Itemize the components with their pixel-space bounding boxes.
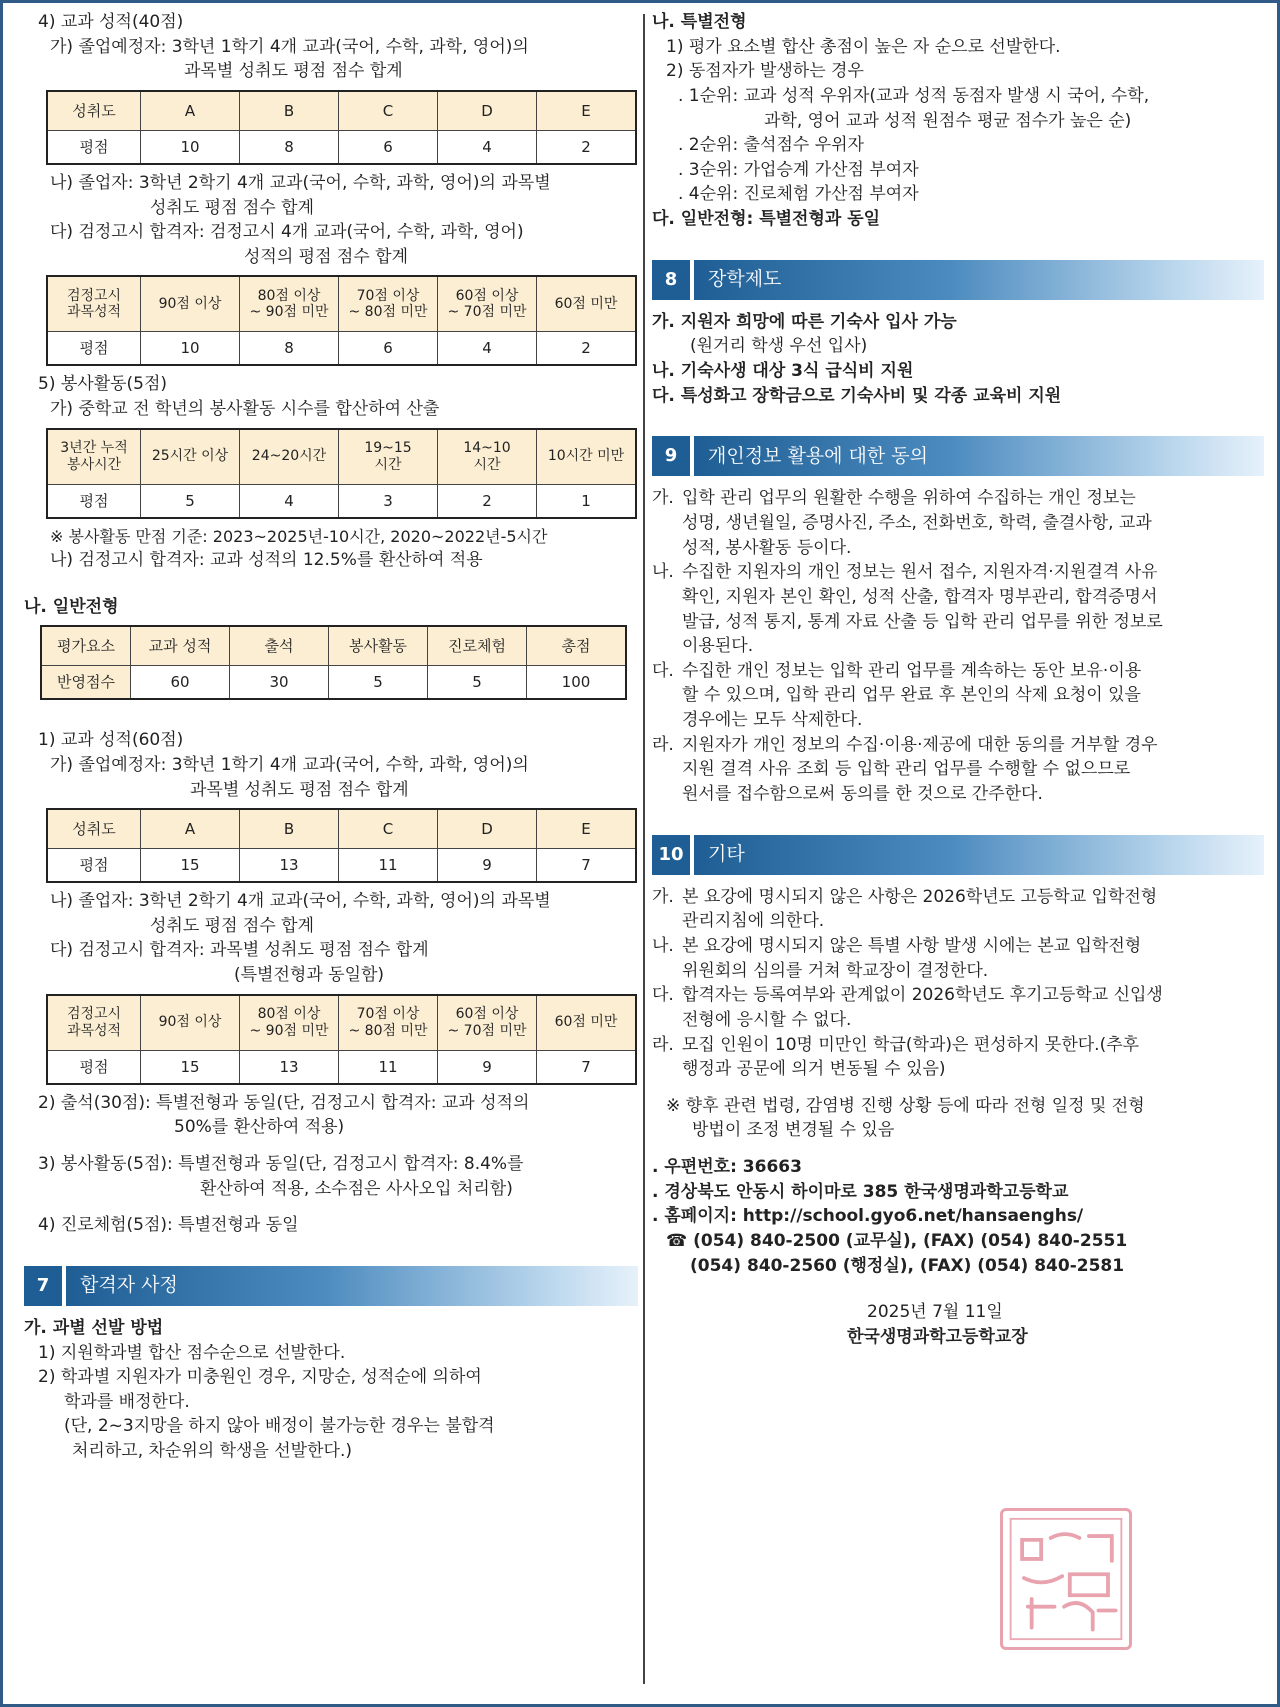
table-header-cell: 70점 이상 ~ 80점 미만	[339, 995, 438, 1051]
special-rule-1: 1) 평가 요소별 합산 총점이 높은 자 순으로 선발한다.	[666, 36, 1061, 57]
table-cell: 1	[537, 484, 637, 518]
table-header-cell: 90점 이상	[141, 276, 240, 332]
item-text: 합격자는 등록여부와 관계없이 2026학년도 후기고등학교 신입생 전형에 응시할 수 없다.	[682, 985, 1163, 1030]
grade-na-text: 나) 졸업자: 3학년 2학기 4개 교과(국어, 수학, 과학, 영어)의 과목별	[50, 172, 551, 193]
item-text: 모집 인원이 10명 미만인 학급(학과)은 편성하지 못한다.(추후 행정과 공문에 의거 변동될 수 있음)	[682, 1034, 1140, 1080]
table-cell: 8	[240, 130, 339, 164]
table-header-cell: 24~20시간	[240, 429, 339, 485]
table-header-cell: 성취도	[47, 91, 141, 131]
scholarship-da: 다. 특성화고 장학금으로 기숙사비 및 각종 교육비 지원	[652, 385, 1062, 406]
general-score-table	[40, 625, 627, 700]
section-banner-9	[652, 436, 1264, 476]
section-title: 개인정보 활용에 대한 동의	[694, 436, 1264, 476]
table-cell: 평점	[47, 332, 141, 366]
table-header-cell: 봉사활동	[329, 626, 428, 666]
table-cell: 5	[141, 484, 240, 518]
selection-rule-2-cont: 학과를 배정한다.	[64, 1391, 190, 1412]
general-na-text-cont: 성취도 평점 점수 합계	[150, 915, 315, 936]
selection-rule-1: 1) 지원학과별 합산 점수순으로 선발한다.	[38, 1342, 346, 1363]
table-cell: 7	[537, 1050, 637, 1084]
grade-na-text-cont: 성취도 평점 점수 합계	[150, 197, 315, 218]
section-banner-8	[652, 260, 1264, 300]
table-header-cell: 검정고시 과목성적	[47, 995, 141, 1051]
section-banner-10	[652, 835, 1264, 875]
schedule-change-note: ※ 향후 관련 법령, 감염병 진행 상황 등에 따라 전형 일정 및 전형	[666, 1095, 1145, 1116]
schedule-change-note-cont: 방법이 조정 변경될 수 있음	[692, 1120, 895, 1141]
table-cell: 10	[141, 130, 240, 164]
table-header-cell: 70점 이상 ~ 80점 미만	[339, 276, 438, 332]
table-cell: 11	[339, 849, 438, 883]
section-number: 8	[652, 260, 690, 300]
privacy-item	[652, 486, 1264, 560]
table-cell: 5	[329, 666, 428, 700]
volunteer-table	[46, 428, 637, 519]
table-header-cell: 80점 이상 ~ 90점 미만	[240, 276, 339, 332]
table-header-cell: 출석	[230, 626, 329, 666]
zip-code: . 우편번호: 36663	[652, 1157, 802, 1178]
table-cell: 2	[537, 130, 637, 164]
general-da-text-cont: (특별전형과 동일함)	[234, 965, 385, 986]
table-cell: 9	[438, 849, 537, 883]
general-ga-text: 가) 졸업예정자: 3학년 1학기 4개 교과(국어, 수학, 과학, 영어)의	[50, 754, 529, 775]
table-header-cell: 진로체험	[428, 626, 527, 666]
item-text: 수집한 개인 정보는 입학 관리 업무를 계속하는 동안 보유·이용 할 수 있으며, 입학 관리 업무 완료 후 본인의 삭제 요청이 있을 경우에는 모두 삭제한다.	[682, 660, 1142, 731]
section-number: 7	[24, 1266, 62, 1306]
table-header-cell: A	[141, 809, 240, 849]
selection-method-title: 가. 과별 선발 방법	[24, 1317, 164, 1338]
section-title: 합격자 사정	[66, 1266, 638, 1306]
item-text: 본 요강에 명시되지 않은 사항은 2026학년도 고등학교 입학전형 관리지침에 의한다.	[682, 886, 1158, 932]
table-header-cell: 90점 이상	[141, 995, 240, 1051]
table-cell: 평점	[47, 849, 141, 883]
attendance-text-cont: 50%를 환산하여 적용)	[174, 1117, 345, 1138]
table-cell: 6	[339, 332, 438, 366]
table-header-cell: 교과 성적	[131, 626, 230, 666]
volunteer-note: ※ 봉사활동 만점 기준: 2023~2025년-10시간, 2020~2022년-5시간	[50, 526, 548, 546]
table-cell: 15	[141, 1050, 240, 1084]
phone-academic: ☎ (054) 840-2500 (교무실), (FAX) (054) 840-2551	[666, 1230, 1128, 1251]
selection-rule-2-note-cont: 처리하고, 차순위의 학생을 선발한다.)	[72, 1441, 352, 1462]
table-header-cell: 14~10 시간	[438, 429, 537, 485]
table-header-cell: 성취도	[47, 809, 141, 849]
volunteer-na-text: 나) 검정고시 합격자: 교과 성적의 12.5%를 환산하여 적용	[50, 549, 483, 570]
grade-da-text: 다) 검정고시 합격자: 검정고시 4개 교과(국어, 수학, 과학, 영어)	[50, 222, 524, 243]
grade-section-title: 4) 교과 성적(40점)	[38, 12, 184, 32]
table-header-cell: 평가요소	[41, 626, 131, 666]
grade-ga-text-cont: 과목별 성취도 평점 점수 합계	[184, 61, 403, 82]
table-header-cell: C	[339, 91, 438, 131]
privacy-item	[652, 733, 1264, 807]
table-header-cell: 총점	[527, 626, 627, 666]
table-header-cell: 10시간 미만	[537, 429, 637, 485]
left-column	[24, 10, 638, 1464]
homepage-link[interactable]: . 홈페이지: http://school.gyo6.net/hansaenghs/	[652, 1206, 1084, 1227]
section-banner-7	[24, 1266, 638, 1306]
general-da-text: 다) 검정고시 합격자: 과목별 성취도 평점 점수 합계	[50, 940, 429, 961]
table-cell: 7	[537, 849, 637, 883]
table-header-cell: B	[240, 809, 339, 849]
item-text: 본 요강에 명시되지 않은 특별 사항 발생 시에는 본교 입학전형 위원회의 심의를 거쳐 학교장이 결정한다.	[682, 935, 1142, 981]
grade-ga-text: 가) 졸업예정자: 3학년 1학기 4개 교과(국어, 수학, 과학, 영어)의	[50, 36, 529, 57]
tie-rank-4: . 4순위: 진로체험 가산점 부여자	[678, 184, 919, 205]
section-title: 장학제도	[694, 260, 1264, 300]
table-header-cell: E	[537, 809, 637, 849]
scholarship-ga-note: (원거리 학생 우선 입사)	[690, 336, 868, 357]
scholarship-na: 나. 기숙사생 대상 3식 급식비 지원	[652, 361, 914, 382]
item-text: 지원자가 개인 정보의 수집·이용·제공에 대한 동의를 거부할 경우 지원 결격 사유 조회 등 입학 관리 업무를 수행할 수 없으므로 원서를 접수함으로써 동의를 한 것으로 간주한다.	[682, 734, 1158, 805]
principal-name: 한국생명과학고등학교장	[847, 1326, 1028, 1347]
item-marker: 다.	[652, 985, 674, 1006]
table-cell: 6	[339, 130, 438, 164]
ged-grade-table-special	[46, 275, 637, 366]
table-header-cell: 3년간 누적 봉사시간	[47, 429, 141, 485]
attendance-text: 2) 출석(30점): 특별전형과 동일(단, 검정고시 합격자: 교과 성적의	[38, 1092, 530, 1113]
general-grade-title: 1) 교과 성적(60점)	[38, 730, 184, 751]
table-cell: 평점	[47, 1050, 141, 1084]
school-seal-stamp	[1000, 1508, 1132, 1650]
general-admission-title: 나. 일반전형	[24, 596, 119, 617]
table-cell: 8	[240, 332, 339, 366]
table-cell: 5	[428, 666, 527, 700]
table-header-cell: 60점 이상 ~ 70점 미만	[438, 276, 537, 332]
right-column	[652, 10, 1264, 1350]
issue-date: 2025년 7월 11일	[867, 1302, 1003, 1323]
table-cell: 9	[438, 1050, 537, 1084]
item-marker: 라.	[652, 1034, 674, 1055]
volunteer-general-text-cont: 환산하여 적용, 소수점은 사사오입 처리함)	[200, 1178, 513, 1199]
table-header-cell: C	[339, 809, 438, 849]
item-text: 입학 관리 업무의 원활한 수행을 위하여 수집하는 개인 정보는 성명, 생년월일, 증명사진, 주소, 전화번호, 학력, 출결사항, 교과 성적, 봉사활동 등이다.	[682, 488, 1152, 558]
table-cell: 15	[141, 849, 240, 883]
special-admission-title: 나. 특별전형	[652, 12, 747, 32]
table-header-cell: B	[240, 91, 339, 131]
table-cell: 평점	[47, 130, 141, 164]
table-header-cell: D	[438, 91, 537, 131]
table-header-cell: 25시간 이상	[141, 429, 240, 485]
misc-item	[652, 983, 1264, 1032]
table-cell: 2	[438, 484, 537, 518]
tie-rank-1-cont: 과학, 영어 교과 성적 원점수 평균 점수가 높은 순)	[764, 110, 1132, 131]
table-cell: 평점	[47, 484, 141, 518]
table-header-cell: A	[141, 91, 240, 131]
selection-rule-2-note: (단, 2~3지망을 하지 않아 배정이 불가능한 경우는 불합격	[64, 1416, 495, 1437]
table-cell: 100	[527, 666, 627, 700]
item-marker: 가.	[652, 886, 674, 907]
table-header-cell: E	[537, 91, 637, 131]
general-ga-text-cont: 과목별 성취도 평점 점수 합계	[190, 779, 409, 800]
table-header-cell: 60점 미만	[537, 995, 637, 1051]
table-cell: 4	[240, 484, 339, 518]
seal-icon	[1003, 1511, 1129, 1647]
table-cell: 60	[131, 666, 230, 700]
selection-rule-2: 2) 학과별 지원자가 미충원인 경우, 지망순, 성적순에 의하여	[38, 1367, 482, 1388]
item-marker: 가.	[652, 488, 674, 509]
volunteer-ga-text: 가) 중학교 전 학년의 봉사활동 시수를 합산하여 산출	[50, 399, 440, 420]
special-rule-2: 2) 동점자가 발생하는 경우	[666, 61, 864, 82]
career-text: 4) 진로체험(5점): 특별전형과 동일	[38, 1215, 299, 1236]
tie-rank-1: . 1순위: 교과 성적 우위자(교과 성적 동점자 발생 시 국어, 수학,	[678, 85, 1150, 106]
item-marker: 나.	[652, 935, 674, 956]
grade-table-general	[46, 808, 637, 883]
school-address: . 경상북도 안동시 하이마로 385 한국생명과학고등학교	[652, 1181, 1069, 1202]
misc-item	[652, 885, 1264, 934]
table-cell: 3	[339, 484, 438, 518]
tie-rank-2: . 2순위: 출석점수 우위자	[678, 135, 864, 156]
ged-grade-table-general	[46, 994, 637, 1085]
table-cell: 4	[438, 332, 537, 366]
volunteer-section-title: 5) 봉사활동(5점)	[38, 374, 168, 395]
table-cell: 4	[438, 130, 537, 164]
misc-item	[652, 1033, 1264, 1082]
table-header-cell: 검정고시 과목성적	[47, 276, 141, 332]
tie-rank-3: . 3순위: 가업승계 가산점 부여자	[678, 159, 919, 180]
section-number: 9	[652, 436, 690, 476]
grade-da-text-cont: 성적의 평점 점수 합계	[244, 246, 409, 267]
privacy-item	[652, 560, 1264, 659]
table-header-cell: 19~15 시간	[339, 429, 438, 485]
item-marker: 나.	[652, 562, 674, 583]
section-number: 10	[652, 835, 690, 875]
table-cell: 2	[537, 332, 637, 366]
grade-table-special	[46, 90, 637, 165]
item-marker: 다.	[652, 660, 674, 681]
table-cell: 10	[141, 332, 240, 366]
section-title: 기타	[694, 835, 1264, 875]
table-cell: 11	[339, 1050, 438, 1084]
scholarship-ga: 가. 지원자 희망에 따른 기숙사 입사 가능	[652, 311, 957, 332]
table-header-cell: 60점 미만	[537, 276, 637, 332]
table-header-cell: D	[438, 809, 537, 849]
table-header-cell: 80점 이상 ~ 90점 미만	[240, 995, 339, 1051]
table-cell: 반영점수	[41, 666, 131, 700]
general-admission-note: 다. 일반전형: 특별전형과 동일	[652, 209, 881, 230]
phone-admin: (054) 840-2560 (행정실), (FAX) (054) 840-2581	[690, 1255, 1125, 1276]
table-cell: 30	[230, 666, 329, 700]
item-text: 수집한 지원자의 개인 정보는 원서 접수, 지원자격·지원결격 사유 확인, 지원자 본인 확인, 성적 산출, 합격자 명부관리, 합격증명서 발급, 성적 통지, 통계 자료 산출 등 입학 관리 업무를 위한 정보로 이용된다.	[682, 562, 1163, 657]
table-cell: 13	[240, 849, 339, 883]
misc-item	[652, 934, 1264, 983]
table-cell: 13	[240, 1050, 339, 1084]
column-divider	[643, 14, 645, 1684]
general-na-text: 나) 졸업자: 3학년 2학기 4개 교과(국어, 수학, 과학, 영어)의 과목별	[50, 891, 551, 912]
item-marker: 라.	[652, 734, 674, 755]
privacy-item	[652, 659, 1264, 733]
volunteer-general-text: 3) 봉사활동(5점): 특별전형과 동일(단, 검정고시 합격자: 8.4%를	[38, 1154, 524, 1174]
table-header-cell: 60점 이상 ~ 70점 미만	[438, 995, 537, 1051]
